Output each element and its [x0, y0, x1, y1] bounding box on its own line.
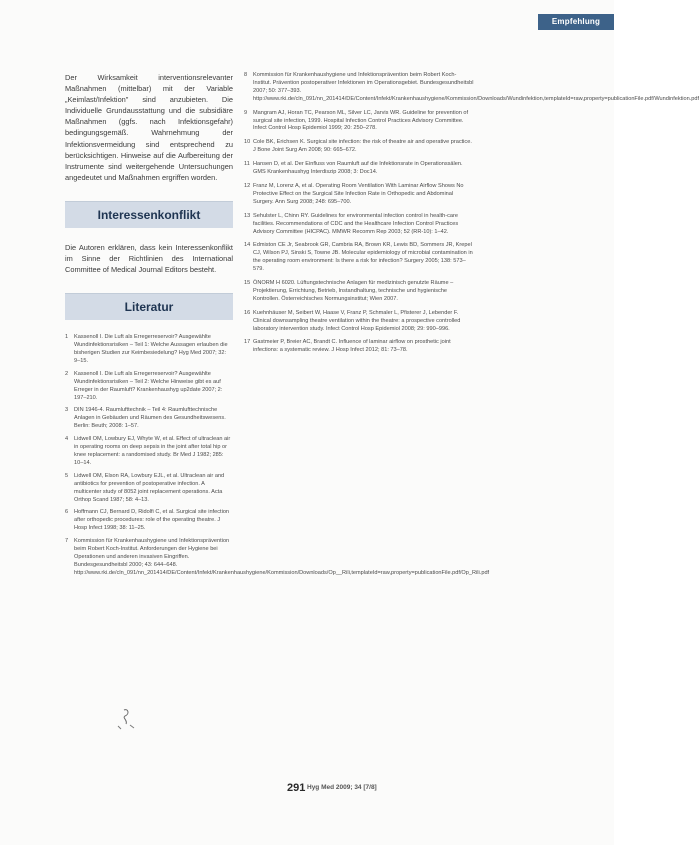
- reference-item: [244, 139, 474, 155]
- reference-text: Lidwell OM, Lowbury EJ, Whyte W, et al. Effect of ultraclean air in operating rooms on deep sepsis in the joint after total hip or knee replacement: a randomised study. Br Med J 1982; 285: 10–14.: [74, 436, 231, 466]
- reference-text: Hansen D, et al. Der Einfluss von Raumluft auf die Infektionsrate in Operationssälen. GMS Krankenhaushyg Interdiszip 2008; 3: Doc14.: [253, 161, 463, 176]
- reference-item: [244, 72, 699, 104]
- reference-text: Cole BK, Erichsen K. Surgical site infection: the risk of theatre air and operative practice. J Bone Joint Surg Am 2008; 90: 665–672.: [253, 139, 472, 154]
- reference-text: Gastmeier P, Breier AC, Brandt C. Influence of laminar airflow on prosthetic joint infections: a systematic review. J Hosp Infect 2012; 81: 73–78.: [253, 339, 451, 354]
- reference-number: 8: [244, 72, 248, 78]
- reference-number: 9: [244, 109, 248, 116]
- intro-paragraph: Der Wirksamkeit interventionsrelevanter Maßnahmen (mittelbar) mit der Variable „Keimlast/Infektion" sind anzubieten. Die Individuelle Grundausstattung und die subsidiäre Maßnahmen (ggfs. nach Infektionsgefahr) bedingungsgemäß. Wahrnehmung der Infektionsvermeidung sind entsprechend zu berücksichtigen. Hinweise auf die Aufbereitung der Instrumente sind weitergehende Untersuchungen angedeutet und Maßnahmen ergriffen worden.: [65, 73, 233, 182]
- reference-item: [244, 161, 474, 177]
- reference-item: [244, 183, 474, 207]
- reference-item: [65, 334, 233, 366]
- reference-item: [65, 436, 233, 468]
- page-number: 291: [287, 782, 306, 794]
- reference-text: ÖNORM H 6020. Lüftungstechnische Anlagen für medizinisch genutzte Räume – Projektierung, Errichtung, Betrieb, Instandhaltung, technische und hygienische Kontrollen. Österreichisches Normungsinstitut; Wien 2007.: [253, 280, 454, 302]
- reference-text: Kassenoll I. Die Luft als Erregerreservoir? Ausgewählte Wundinfektionsrisiken – Teil 2: Welche Hinweise gibt es auf Erreger in der Raumluft? Krankenhaushyg up2date 2007; 2: 197–210.: [74, 370, 223, 401]
- reference-number: 14: [244, 242, 251, 249]
- literature-heading-box: [65, 293, 233, 320]
- reference-item: [65, 538, 490, 578]
- reference-item: [244, 310, 474, 334]
- reference-item: [244, 242, 474, 274]
- reference-item: [65, 407, 233, 431]
- reference-list-right: [244, 72, 699, 355]
- reference-text: Kommission für Krankenhaushygiene und Infektionsprävention beim Robert Koch-Institut. Prävention postoperativer Infektionen im Operationsgebiet. Bundesgesundheitsbl 2007; 50: 377–393. http://www.rki.de/cln_091/nn_201414/DE/Content/Infekt/Krankenhaushygiene/Kommission/Downloads/Wundinfektion,templateId=raw,property=publicationFile.pdf/Wundinfektion.pdf: [253, 72, 699, 102]
- reference-text: Kommission für Krankenhaushygiene und Infektionsprävention beim Robert Koch-Institut. Anforderungen der Hygiene bei Operationen und anderen invasiven Eingriffen. Bundesgesundheitsbl 2000; 43: 644–648. http://www.rki.de/cln_091/nn_201414/DE/Content/Infekt/Krankenhaushygiene/Kommission/Downloads/Op__Rili,templateId=raw,property=publicationFile.pdf/Op_Rili.pdf: [74, 538, 490, 576]
- reference-number: 16: [244, 309, 251, 316]
- reference-text: DIN 1946-4. Raumlufttechnik – Teil 4: Raumlufttechnische Anlagen in Gebäuden und Räumen des Gesundheitswesens. Berlin: Beuth; 2008: 1–57.: [74, 407, 226, 430]
- reference-text: Kuehnhäuser M, Seibert W, Haase V, Franz P, Schmaler L, Pfisterer J, Lebender F. Clinical downsampling theatre ventilation within the theatre: a prospective controlled laboratory intervention study. Infect Control Hosp Epidemiol 2008; 29: 990–996.: [253, 309, 461, 332]
- right-column: [244, 72, 699, 361]
- reference-number: 7: [65, 538, 69, 545]
- reference-item: [244, 339, 474, 355]
- reference-number: 3: [65, 407, 69, 414]
- conflict-paragraph: Die Autoren erklären, dass kein Interessenkonflikt im Sinne der Richtlinien des International Committee of Medical Journal Editors besteht.: [65, 242, 233, 275]
- reference-text: Edmiston CE Jr, Seabrook GR, Cambria RA, Brown KR, Lewis BD, Sommers JR, Krepel CJ, Wilson PJ, Sinski S, Towne JB. Molecular epidemiology of microbial contamination in the operating room environment: Is there a risk for infection? Surgery 2005; 138: 573–579.: [253, 242, 473, 273]
- reference-item: [65, 473, 233, 505]
- reference-item: [65, 371, 233, 403]
- reference-number: 1: [65, 334, 69, 341]
- reference-item: [244, 213, 474, 237]
- reference-text: Lidwell OM, Elson RA, Lowbury EJL, et al. Ultraclean air and antibiotics for prevention of postoperative infection. A multicenter study of 8052 joint replacement operations. Acta Orthop Scand 1987; 58: 4–13.: [74, 472, 225, 503]
- reference-item: [244, 110, 474, 134]
- reference-number: 15: [244, 280, 251, 287]
- reference-item: [65, 509, 233, 533]
- reference-number: 11: [244, 161, 250, 168]
- conflict-heading-box: [65, 201, 233, 228]
- reference-text: Sehulster L, Chinn RY. Guidelines for environmental infection control in health-care facilities. Recommendations of CDC and the Healthcare Infection Control Practices Advisory Committee (HICPAC). MMWR Recomm Rep 2003; 52 (RR-10): 1–42.: [253, 212, 459, 235]
- reference-number: 6: [65, 509, 69, 516]
- literature-heading: Literatur: [124, 300, 174, 315]
- reference-item: [244, 280, 474, 304]
- reference-number: 5: [65, 472, 69, 479]
- reference-text: Hoffmann CJ, Bernard D, Ridolfi C, et al. Surgical site infection after orthopedic procedures: role of the operating theatre. J Hosp Infect 1998; 38: 11–25.: [74, 509, 230, 532]
- reference-number: 2: [65, 370, 69, 377]
- reference-number: 17: [244, 339, 251, 346]
- reference-text: Franz M, Lorenz A, et al. Operating Room Ventilation With Laminar Airflow Shows No Protective Effect on the Surgical Site Infection Rate in Orthopedic and Abdominal Surgery. Ann Surg 2008; 248: 695–700.: [253, 182, 464, 205]
- conflict-heading: Interessenkonflikt: [97, 207, 201, 222]
- reference-number: 13: [244, 212, 251, 219]
- reference-number: 12: [244, 182, 251, 189]
- reference-text: Mangram AJ, Horan TC, Pearson ML, Silver LC, Jarvis WR. Guideline for prevention of surgical site infection, 1999. Hospital Infection Control Practices Advisory Committee. Infect Control Hosp Epidemiol 1999; 20: 250–278.: [253, 109, 469, 132]
- reference-number: 10: [244, 139, 251, 146]
- journal-citation: Hyg Med 2009; 34 [7/8]: [307, 784, 377, 791]
- section-tab: Empfehlung: [538, 14, 614, 30]
- reference-text: Kassenoll I. Die Luft als Erregerreservoir? Ausgewählte Wundinfektionsrisiken – Teil 1: Welche Aussagen erlauben die bisherigen Studien zur Keimbesiedelung? Hyg Med 2007; 32: 9–15.: [74, 334, 228, 364]
- reference-number: 4: [65, 436, 69, 443]
- handwritten-mark-icon: [116, 706, 138, 732]
